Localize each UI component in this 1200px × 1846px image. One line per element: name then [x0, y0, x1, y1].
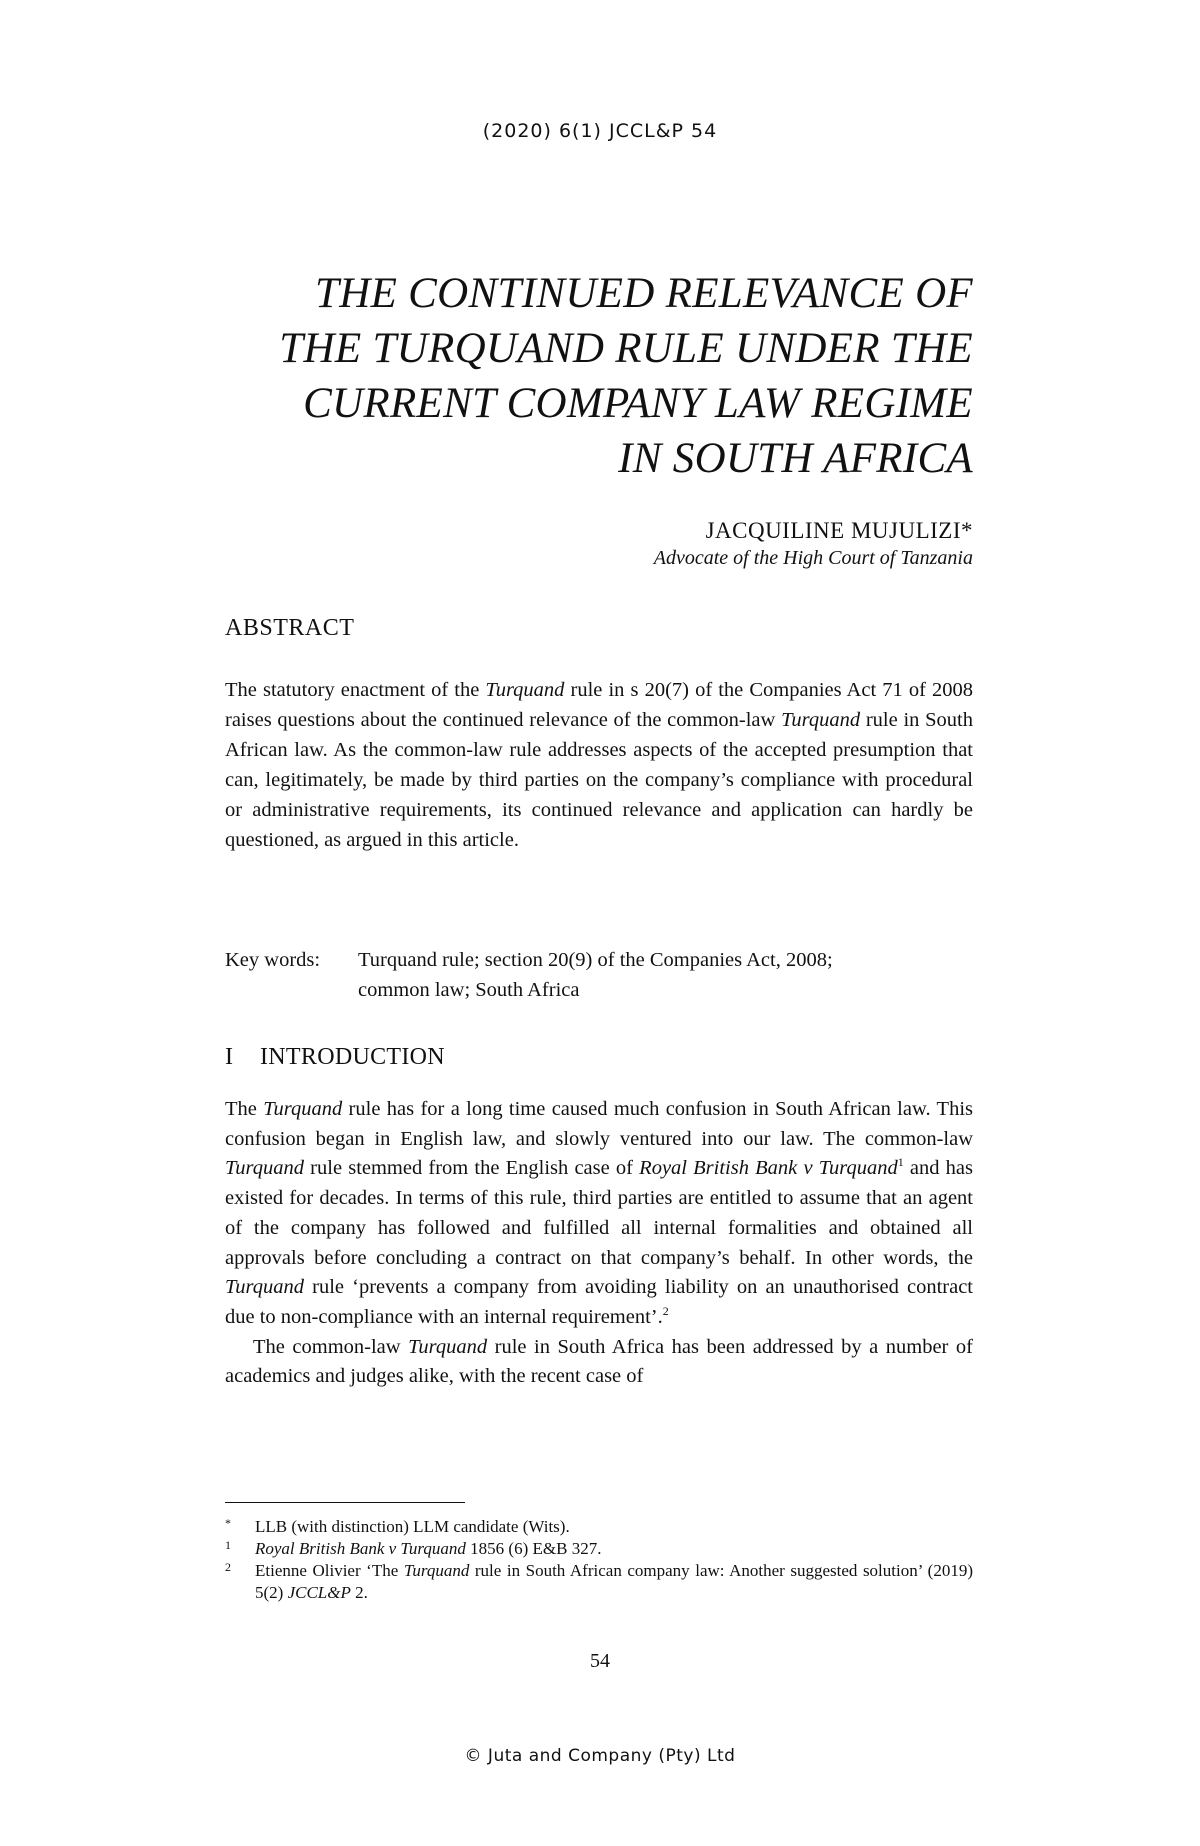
italic-term: Turquand [485, 679, 565, 701]
paragraph [225, 1333, 973, 1392]
text-run: and has existed for decades. In terms of this rule, third parties are entitled to assume that an agent of the company has followed and fulfilled all internal formalities and obtained all approvals before concluding a contract on that company’s behalf. In other words, the [225, 1157, 973, 1269]
italic-term: Turquand [225, 1276, 304, 1299]
text-run: rule in s 20(7) of the Companies Act 71 of 2008 raises questions about the continued relevance of the common-law [225, 679, 974, 731]
keywords-line: Turquand rule; section 20(9) of the Companies Act, 2008; [358, 949, 833, 971]
footnotes [225, 1516, 973, 1604]
title-line: THE TURQUAND RULE UNDER THE [279, 325, 973, 372]
text-run: rule in South Africa has been addressed by a number of academics and judges alike, with the recent case of [225, 1335, 973, 1388]
text-run: rule has for a long time caused much confusion in South African law. This confusion began in English law, and slowly ventured into our law. The common-law [225, 1098, 973, 1150]
text-run: rule in South African law. As the common-law rule addresses aspects of the accepted presumption that can, legitimately, be made by third parties on the company’s compliance with procedural or administrative requirements, its continued relevance and application can hardly be questioned, as argued in this article. [225, 709, 973, 851]
author-name: JACQUILINE MUJULIZI* [705, 518, 973, 543]
section-title: INTRODUCTION [260, 1044, 445, 1070]
text-run: The statutory enactment of the [225, 679, 486, 701]
footnote-ref[interactable]: 2 [662, 1304, 669, 1319]
italic-term: Turquand [403, 1561, 470, 1580]
footnote [225, 1538, 973, 1560]
text-run: rule stemmed from the English case of [304, 1157, 640, 1180]
page-number: 54 [590, 1650, 610, 1672]
title-line: IN SOUTH AFRICA [618, 435, 973, 482]
keywords-line: common law; South Africa [358, 979, 580, 1001]
case-name: Royal British Bank v Turquand [639, 1157, 898, 1180]
italic-term: Turquand [263, 1098, 343, 1120]
section-heading [225, 1044, 445, 1071]
author-affiliation: Advocate of the High Court of Tanzania [653, 547, 973, 569]
copyright-notice: © Juta and Company (Pty) Ltd [464, 1746, 736, 1766]
footnote [225, 1516, 973, 1538]
footnote-ref[interactable]: 1 [897, 1155, 904, 1170]
keywords-list [358, 945, 973, 1005]
abstract-text [225, 675, 973, 855]
case-name: Royal British Bank v Turquand [255, 1539, 466, 1558]
footnote-text: 1856 (6) E&B 327. [465, 1539, 602, 1558]
text-run: rule ‘prevents a company from avoiding liability on an unauthorised contract due to non-compliance with an internal requirement’. [225, 1276, 973, 1328]
abstract-heading: ABSTRACT [225, 615, 355, 641]
section-number: I [225, 1044, 234, 1070]
footnote-text: Etienne Olivier ‘The [255, 1561, 404, 1580]
journal-name: JCCL&P [287, 1583, 351, 1602]
footnote-mark: 2 [225, 1560, 231, 1574]
article-title [225, 266, 973, 486]
footnote-text: 2. [350, 1583, 368, 1602]
italic-term: Turquand [781, 709, 861, 731]
italic-term: Turquand [408, 1335, 488, 1358]
paragraph [225, 1095, 973, 1333]
italic-term: Turquand [225, 1157, 304, 1180]
footnote-text: LLB (with distinction) LLM candidate (Wits). [255, 1517, 570, 1536]
footnote-divider [225, 1502, 465, 1503]
footnote-mark: 1 [225, 1538, 231, 1552]
footnote-text: rule in South African company law: Another suggested solution’ (2019) 5(2) [255, 1561, 973, 1602]
text-run: The [225, 1098, 264, 1120]
title-line: CURRENT COMPANY LAW REGIME [303, 380, 973, 427]
keywords-label: Key words: [225, 949, 321, 971]
introduction-body [225, 1095, 973, 1392]
footnote-mark: * [225, 1516, 231, 1530]
footnote [225, 1560, 973, 1604]
title-line: THE CONTINUED RELEVANCE OF [315, 270, 973, 317]
text-run: The common-law [253, 1335, 409, 1358]
running-head: (2020) 6(1) JCCL&P 54 [482, 120, 718, 142]
